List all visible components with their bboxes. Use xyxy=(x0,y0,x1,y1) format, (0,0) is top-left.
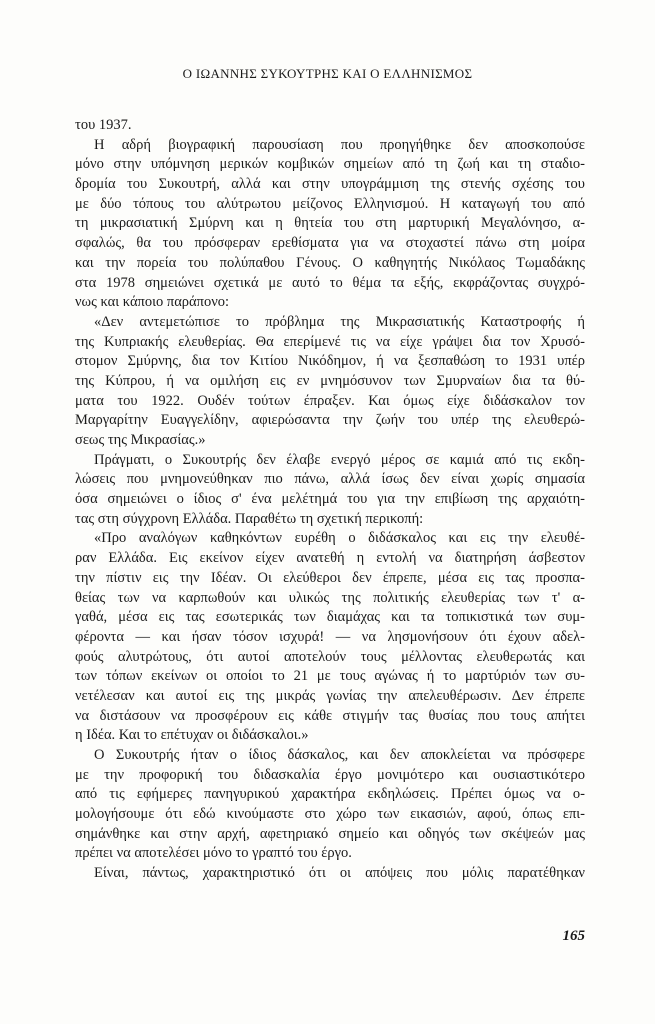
text-line: «Προ αναλόγων καθηκόντων ευρέθη ο διδάσκαλος και εις την ελευθέ- xyxy=(94,530,585,547)
text-line: Πράγματι, ο Συκουτρής δεν έλαβε ενεργό μέρος σε καμιά από τις εκδη- xyxy=(94,451,585,468)
text-line: όσα σημειώνει ο ίδιος σ' ένα μελέτημά του για την επιβίωση της αρχαιότη- xyxy=(75,491,585,508)
text-line: να διστάσουν να προσφέρουν εις κάθε στιγμήν τας θυσίας που τους απήτει xyxy=(75,707,585,724)
text-line: ματα του 1922. Ουδέν τούτων έπραξεν. Και όμως είχε διδάσκαλον τον xyxy=(75,392,585,409)
text-line: με την προφορική του διδασκαλία έργο μονιμότερο και ουσιαστικότερο xyxy=(75,766,585,783)
text-line: Είναι, πάντως, χαρακτηριστικό ότι οι απόψεις που μόλις παρατέθηκαν xyxy=(94,865,585,882)
page-number: 165 xyxy=(562,928,585,944)
text-line: θείας των να καρπωθούν και υλικώς της πολιτικής ελευθερίας των τ' α- xyxy=(75,589,585,606)
text-line: Ο Συκουτρής ήταν ο ίδιος δάσκαλος, και δεν αποκλείεται να πρόσφερε xyxy=(94,747,585,763)
text-line: φούς αλυτρώτους, ότι αυτοί αποτελούν τους μέλλοντας ελευθερωτάς και xyxy=(75,648,585,665)
running-header: Ο ΙΩΑΝΝΗΣ ΣΥΚΟΥΤΡΗΣ ΚΑΙ Ο ΕΛΛΗΝΙΣΜΟΣ xyxy=(182,66,473,81)
text-line: γαθά, μέσα εις τας εσωτερικάς των διαμάχας και τα τοπικιστικά των συμ- xyxy=(75,609,585,626)
text-line: «Δεν αντεμετώπισε το πρόβλημα της Μικρασιατικής Καταστροφής ή xyxy=(94,313,585,330)
text-line: λώσεις που μνημονεύθηκαν πιο πάνω, αλλά ίσως δεν είναι χωρίς σημασία xyxy=(75,471,585,488)
text-line: η Ιδέα. Και το επέτυχαν οι διδάσκαλοι.» xyxy=(75,727,309,744)
text-line: Η αδρή βιογραφική παρουσίαση που προηγήθηκε δεν αποσκοπούσε xyxy=(94,136,585,153)
text-line: στα 1978 σημειώνει σχετικά με αυτό το θέμα τα εξής, εκφράζοντας συγχρό- xyxy=(75,274,585,291)
text-line: σημάνθηκε και στην αρχή, αφετηριακό σημείο και οδηγός των σκέψεών μας xyxy=(75,825,585,842)
text-line: νετέλεσαν και αυτοί εις της μικράς γωνίας την απελευθέρωσιν. Δεν έπρεπε xyxy=(75,687,585,704)
text-line: Μαργαρίτην Ευαγγελίδην, αφιερώσαντα την ζωήν του υπέρ της ελευθερώ- xyxy=(75,412,585,429)
text-line: φέροντα — και ήσαν τόσον ισχυρά! — να λησμονήσουν ότι έχουν αδελ- xyxy=(75,628,585,645)
text-line: της Κύπρου, ή να ομιλήση εις εν μνημόσυνον των Σμυρναίων δια τα θύ- xyxy=(75,372,585,389)
text-line: σφαλώς, θα του πρόσφεραν ερεθίσματα για να στοχαστεί πάνω στη μοίρα xyxy=(75,235,585,252)
text-line: σεως της Μικρασίας.» xyxy=(75,432,206,448)
text-line: τη μικρασιατική Σμύρνη και η θητεία του στη μαρτυρική Μεγαλόνησο, α- xyxy=(75,215,585,232)
text-line: την πίστιν εις την Ιδέαν. Οι ελεύθεροι δεν έπρεπε, μέσα εις τας προσπα- xyxy=(75,569,585,586)
text-line: των τόπων εκείνων οι οποίοι το 21 με τους αγώνας ή το μαρτύριόν των συ- xyxy=(75,668,585,685)
text-line: νως και κάποιο παράπονο: xyxy=(75,294,230,311)
text-line: μόνο στην υπόμνηση μερικών κομβικών σημείων από τη ζωή και τη σταδιο- xyxy=(75,156,585,173)
text-line: και την πορεία του πολύπαθου Γένους. Ο καθηγητής Νικόλαος Τωμαδάκης xyxy=(75,254,585,271)
text-line: τας στη σύγχρονη Ελλάδα. Παραθέτω τη σχετική περικοπή: xyxy=(75,510,424,527)
text-line: της Κυπριακής ελευθερίας. Θα επερίμενέ τις να είχε γράψει δια τον Χρυσό- xyxy=(75,333,585,350)
text-line: μολογήσουμε ότι εδώ κινούμαστε στο χώρο των εικασιών, αφού, όπως επι- xyxy=(75,806,585,823)
body-text xyxy=(75,116,585,884)
text-line: ραν Ελλάδα. Εις εκείνον είχεν ανατεθή η εντολή να διατηρήση άσβεστον xyxy=(75,550,585,567)
text-line: του 1937. xyxy=(75,117,132,133)
text-line: από τις εφήμερες πανηγυρικού χαρακτήρα εκδηλώσεις. Πρέπει όμως να ο- xyxy=(75,786,585,803)
text-line: δρομία του Συκουτρή, αλλά και στην υπογράμμιση της στενής σχέσης του xyxy=(75,176,585,193)
text-line: με δύο τόπους του αλύτρωτου μείζονος Ελληνισμού. Η καταγωγή του από xyxy=(75,195,585,212)
text-line: πρέπει να αποτελέσει μόνο το γραπτό του έργο. xyxy=(75,845,352,862)
text-line: στομον Σμύρνης, δια τον Κιτίου Νικόδημον, ή να ξεσπαθώση το 1931 υπέρ xyxy=(75,353,585,370)
